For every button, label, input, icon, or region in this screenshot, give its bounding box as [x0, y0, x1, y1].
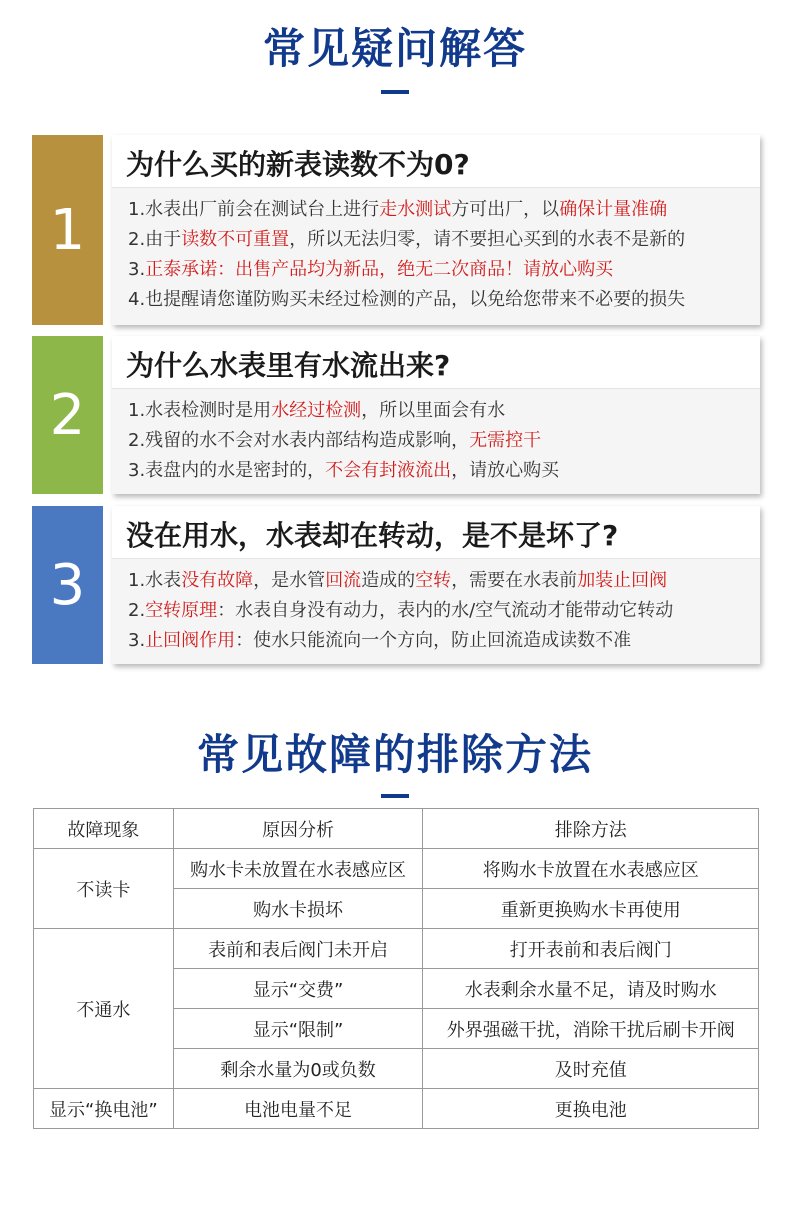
fix-cell: 水表剩余水量不足，请及时购水: [423, 969, 759, 1009]
highlight-text: 没有故障: [181, 570, 254, 591]
faq-number-box: 3: [32, 506, 103, 664]
fix-cell: 重新更换购水卡再使用: [423, 889, 759, 929]
highlight-text: 空转: [415, 570, 452, 591]
table-row: [34, 929, 759, 969]
table-header-row: [34, 809, 759, 849]
fix-cell: 将购水卡放置在水表感应区: [423, 849, 759, 889]
faq-question: 为什么买的新表读数不为0?: [126, 148, 470, 181]
faq-answer-line: [128, 626, 754, 656]
highlight-text: 水经过检测: [271, 400, 362, 421]
answer-text: ：水表自身没有动力，表内的水/空气流动才能带动它转动: [217, 600, 674, 621]
table-row: [34, 1089, 759, 1129]
faq-question: 没在用水，水表却在转动，是不是坏了?: [126, 519, 619, 552]
faq-answer-line: [128, 566, 754, 596]
answer-text: 1.水表检测时是用: [128, 400, 272, 421]
answer-text: 1.水表出厂前会在测试台上进行: [128, 199, 380, 220]
answer-text: ，所以无法归零，请不要担心买到的水表不是新的: [289, 229, 686, 250]
faq-question-header: [112, 135, 760, 188]
header-symptom: 故障现象: [34, 809, 174, 849]
symptom-cell: 不读卡: [34, 849, 174, 929]
faq-card: [112, 336, 760, 494]
faq-answer-line: [128, 396, 754, 426]
cause-cell: 剩余水量为0或负数: [173, 1049, 423, 1089]
faq-question-header: [112, 506, 760, 559]
answer-text: ，是水管: [253, 570, 326, 591]
faq-section-title: 常见疑问解答: [262, 24, 527, 73]
fault-section-title: 常见故障的排除方法: [196, 730, 593, 779]
cause-cell: 显示“限制”: [173, 1009, 423, 1049]
symptom-cell: 显示“换电池”: [34, 1089, 174, 1129]
answer-text: ，请放心购买: [451, 460, 560, 481]
faq-answer: [128, 566, 754, 656]
answer-text: ：使水只能流向一个方向，防止回流造成读数不准: [235, 630, 632, 651]
answer-text: 造成的: [361, 570, 416, 591]
highlight-text: 无需控干: [469, 430, 542, 451]
fix-cell: 及时充值: [423, 1049, 759, 1089]
answer-text: 2.: [128, 600, 146, 621]
highlight-text: 不会有封液流出: [325, 460, 452, 481]
faq-item-2: [32, 336, 760, 494]
fix-cell: 外界强磁干扰，消除干扰后刷卡开阀: [423, 1009, 759, 1049]
highlight-text: 回流: [325, 570, 362, 591]
cause-cell: 电池电量不足: [173, 1089, 423, 1129]
faq-answer-line: [128, 195, 754, 225]
highlight-text: 加装止回阀: [577, 570, 668, 591]
fix-cell: 打开表前和表后阀门: [423, 929, 759, 969]
cause-cell: 购水卡未放置在水表感应区: [173, 849, 423, 889]
fault-title-underline: [381, 794, 409, 798]
cause-cell: 购水卡损坏: [173, 889, 423, 929]
answer-text: 3.表盘内的水是密封的，: [128, 460, 326, 481]
highlight-text: 止回阀作用: [145, 630, 236, 651]
faq-card: [112, 135, 760, 325]
table-row: [34, 849, 759, 889]
faq-item-3: [32, 506, 760, 664]
header-cause: 原因分析: [173, 809, 423, 849]
faq-answer-line: [128, 255, 754, 285]
answer-text: ，所以里面会有水: [361, 400, 506, 421]
faq-answer-line: [128, 285, 754, 315]
answer-text: 2.由于: [128, 229, 182, 250]
faq-answer: [128, 396, 754, 486]
faq-question: 为什么水表里有水流出来?: [126, 349, 451, 382]
answer-text: 3.: [128, 259, 146, 280]
faq-number-box: 1: [32, 135, 103, 325]
answer-text: 3.: [128, 630, 146, 651]
faq-card: [112, 506, 760, 664]
faq-number-box: 2: [32, 336, 103, 494]
cause-cell: 显示“交费”: [173, 969, 423, 1009]
faq-answer: [128, 195, 754, 315]
faq-answer-line: [128, 225, 754, 255]
highlight-text: 正泰承诺：出售产品均为新品，绝无二次商品！请放心购买: [145, 259, 614, 280]
answer-text: ，需要在水表前: [451, 570, 578, 591]
faq-answer-line: [128, 596, 754, 626]
faq-question-header: [112, 336, 760, 389]
highlight-text: 确保计量准确: [559, 199, 668, 220]
faq-item-1: [32, 135, 760, 325]
highlight-text: 空转原理: [145, 600, 218, 621]
highlight-text: 走水测试: [379, 199, 452, 220]
header-fix: 排除方法: [423, 809, 759, 849]
fault-table: [33, 808, 759, 1129]
answer-text: 2.残留的水不会对水表内部结构造成影响，: [128, 430, 470, 451]
answer-text: 方可出厂，以: [451, 199, 560, 220]
answer-text: 1.水表: [128, 570, 182, 591]
cause-cell: 表前和表后阀门未开启: [173, 929, 423, 969]
answer-text: 4.也提醒请您谨防购买未经过检测的产品，以免给您带来不必要的损失: [128, 289, 686, 310]
faq-answer-line: [128, 456, 754, 486]
highlight-text: 读数不可重置: [181, 229, 290, 250]
fix-cell: 更换电池: [423, 1089, 759, 1129]
symptom-cell: 不通水: [34, 929, 174, 1089]
faq-answer-line: [128, 426, 754, 456]
faq-title-underline: [381, 90, 409, 94]
